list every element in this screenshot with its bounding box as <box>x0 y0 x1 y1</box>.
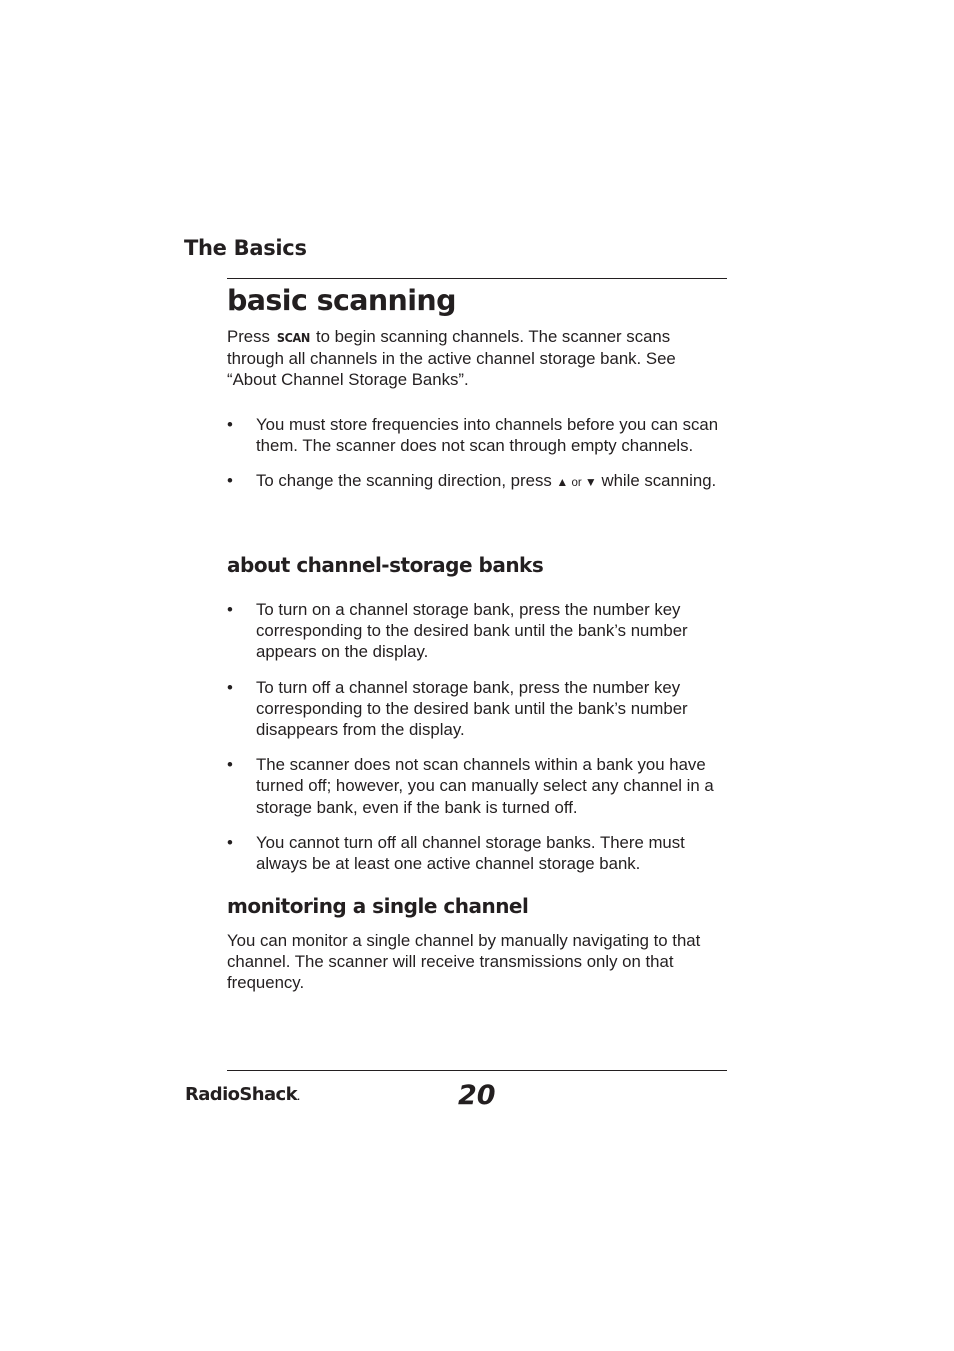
brand-logo <box>185 1084 299 1105</box>
page-title: basic scanning <box>227 284 456 317</box>
page-number: 20 <box>458 1080 496 1111</box>
scan-note-text: You must store frequencies into channels before you can scan them. The scanner does not scan through empty channels. <box>256 415 719 456</box>
monitoring-paragraph: You can monitor a single channel by manually navigating to that channel. The scanner will receive transmissions only on that frequency. <box>227 931 701 993</box>
list-item <box>227 754 727 818</box>
scan-notes-list <box>227 414 727 495</box>
list-item <box>227 470 727 494</box>
list-item <box>227 599 727 663</box>
bank-item-text: To turn off a channel storage bank, press the number key corresponding to the desired bank until the bank’s number disappears from the display. <box>256 677 688 740</box>
banks-heading: about channel-storage banks <box>227 553 544 577</box>
bullet-icon: • <box>227 471 233 491</box>
bullet-icon: • <box>227 600 233 619</box>
scan-direction-text: To change the scanning direction, press <box>256 471 557 491</box>
intro-text-before-key: Press <box>227 327 275 346</box>
bottom-divider <box>227 1070 727 1071</box>
or-text: or <box>568 477 585 490</box>
down-arrow-icon: ▼ <box>584 475 597 490</box>
banks-list <box>227 599 727 874</box>
bullet-icon: • <box>227 755 233 775</box>
scan-direction-text-end: while scanning. <box>596 471 717 491</box>
bullet-icon: • <box>227 832 233 852</box>
section-header: The Basics <box>184 236 307 260</box>
list-item <box>227 832 727 874</box>
list-item <box>227 677 727 741</box>
intro-paragraph <box>227 326 727 391</box>
bank-item-text: You cannot turn off all channel storage banks. There must always be at least one active channel storage bank. <box>256 832 685 874</box>
bullet-icon: • <box>227 415 233 434</box>
bank-item-text: The scanner does not scan channels within a bank you have turned off; however, you can manually select any channel in a storage bank, even if the bank is turned off. <box>256 755 714 817</box>
list-item <box>227 414 727 456</box>
scan-key-label: SCAN <box>276 330 310 345</box>
bank-item-text: To turn on a channel storage bank, press the number key corresponding to the desired bank until the bank’s number appears on the display. <box>256 600 688 662</box>
top-divider <box>227 278 727 279</box>
bullet-icon: • <box>227 677 233 697</box>
monitoring-heading: monitoring a single channel <box>227 894 529 918</box>
intro-text-after-key: to begin scanning channels. The scanner scans through all channels in the active channel storage bank. See “About Channel Storage Banks”. <box>227 327 676 390</box>
brand-name: RadioShack <box>185 1084 297 1105</box>
up-arrow-icon: ▲ <box>556 475 569 490</box>
brand-mark: . <box>297 1093 300 1102</box>
